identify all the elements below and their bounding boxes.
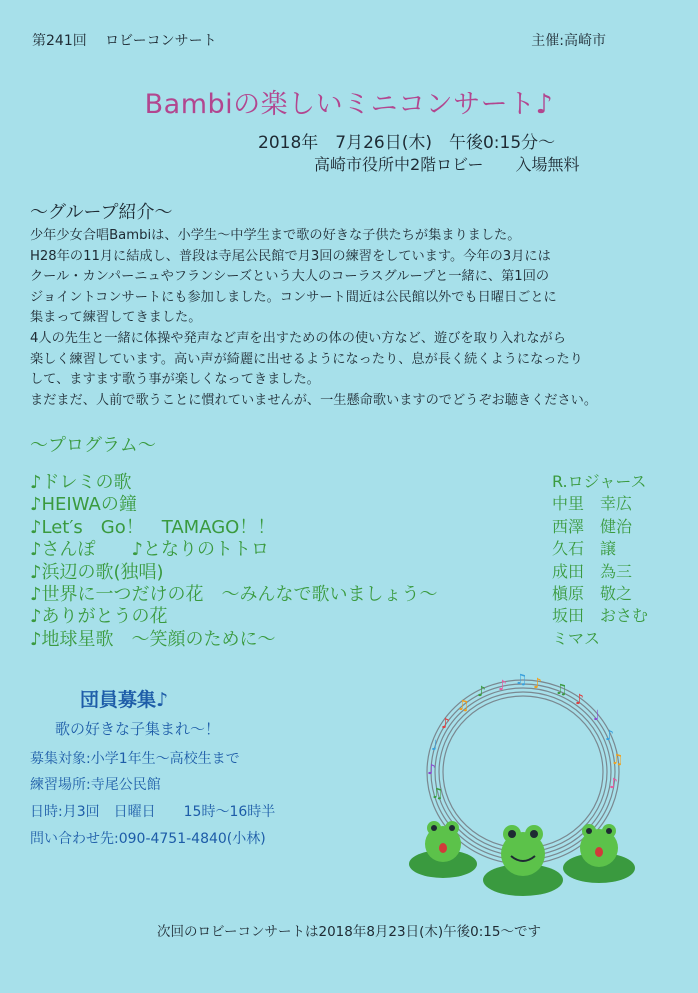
- intro-line: H28年の11月に結成し、普段は寺尾公民館で月3回の練習をしています。今年の3月には: [30, 248, 551, 264]
- program-composer: 西澤 健治: [552, 516, 633, 536]
- recruit-schedule: 日時:月3回 日曜日 15時～16時半: [30, 804, 276, 820]
- intro-line: 4人の先生と一緒に体操や発声など声を出すための体の使い方など、遊びを取り入れながら: [30, 330, 566, 346]
- intro-line: して、ますます歌う事が楽しくなってきました。: [30, 372, 320, 388]
- music-note-icon: ♪: [427, 762, 436, 778]
- program-song-title: ♪さんぽ ♪となりのトトロ: [30, 539, 269, 561]
- frog-icon: [580, 824, 618, 867]
- music-note-icon: ♪: [477, 684, 486, 700]
- frog-icon: [501, 825, 545, 876]
- frog-icon: [425, 821, 461, 862]
- program-item: [30, 490, 670, 516]
- program-song-title: ♪世界に一つだけの花 ～みんなで歌いましょう～: [30, 583, 438, 605]
- intro-line: 集まって練習してきました。: [30, 310, 202, 326]
- intro-line: クール・カンパーニュやフランシーズという大人のコーラスグループと一緒に、第1回の: [30, 269, 550, 285]
- music-note-icon: ♫: [457, 698, 470, 714]
- music-note-icon: ♪: [605, 728, 614, 744]
- group-intro-heading: ～グループ紹介～: [30, 202, 173, 223]
- program-item: [30, 580, 670, 605]
- program-song-title: ♪ありがとうの花: [30, 606, 168, 628]
- program-composer: 中里 幸広: [552, 494, 633, 514]
- music-note-icon: ♩: [593, 708, 600, 724]
- program-song-title: ♪ドレミの歌: [30, 472, 132, 493]
- program-composer: 成田 為三: [552, 561, 633, 581]
- program-composer: 槇原 敬之: [552, 583, 633, 603]
- music-note-icon: ♪: [533, 676, 542, 692]
- music-note-icon: ♫: [431, 786, 444, 802]
- program-item: [30, 468, 670, 493]
- program-composer: ミマス: [552, 628, 601, 648]
- intro-line: まだまだ、人前で歌うことに慣れていませんが、一生懸命歌いますのでどうぞお聴きください。: [30, 392, 598, 408]
- group-intro-body: [30, 226, 680, 411]
- program-item: [30, 535, 670, 561]
- recruit-place: 練習場所:寺尾公民館: [30, 777, 161, 793]
- recruit-subheading: 歌の好きな子集まれ～！: [55, 720, 221, 738]
- music-note-icon: ♪: [441, 716, 450, 732]
- music-note-icon: ♩: [431, 738, 438, 754]
- music-note-icon: ♫: [515, 672, 528, 688]
- program-heading: ～プログラム～: [30, 435, 156, 456]
- intro-line: ジョイントコンサートにも参加しました。コンサート間近は公民館以外でも日曜日ごとに: [30, 289, 557, 305]
- music-note-icon: ♪: [498, 678, 507, 694]
- frogs-music-illustration: [403, 668, 651, 902]
- program-song-title: ♪HEIWAの鐘: [30, 494, 137, 516]
- date-line: 2018年 7月26日(木) 午後0:15分～: [258, 133, 556, 153]
- music-note-icon: ♪: [609, 776, 618, 792]
- recruit-heading: 団員募集♪: [80, 689, 169, 711]
- program-composer: R.ロジャース: [552, 472, 647, 491]
- program-list: [30, 468, 670, 650]
- program-composer: 坂田 おさむ: [552, 606, 649, 626]
- intro-line: 楽しく練習しています。高い声が綺麗に出せるようになったり、息が長く続くようになったり: [30, 351, 583, 367]
- program-song-title: ♪地球星歌 ～笑顔のために～: [30, 628, 276, 650]
- program-item: [30, 602, 670, 628]
- footer-next-concert: 次回のロビーコンサートは2018年8月23日(木)午後0:15～です: [157, 924, 541, 940]
- program-item: [30, 513, 670, 538]
- program-item: [30, 625, 670, 650]
- organizer: 主催:高崎市: [531, 33, 606, 49]
- recruit-target: 募集対象:小学1年生～高校生まで: [30, 751, 240, 767]
- venue-line: 高崎市役所中2階ロビー 入場無料: [314, 155, 580, 174]
- music-note-icon: ♪: [575, 692, 584, 708]
- program-composer: 久石 譲: [552, 539, 617, 559]
- event-number: 第241回 ロビーコンサート: [32, 33, 217, 49]
- program-song-title: ♪Let′s Go！ TAMAGO！！: [30, 516, 276, 538]
- program-song-title: ♪浜辺の歌(独唱): [30, 561, 164, 583]
- intro-line: 少年少女合唱Bambiは、小学生～中学生まで歌の好きな子供たちが集まりました。: [30, 228, 521, 243]
- program-item: [30, 558, 670, 583]
- page-title: Bambiの楽しいミニコンサート♪: [144, 89, 554, 120]
- music-note-icon: ♫: [555, 682, 568, 698]
- recruit-contact: 問い合わせ先:090-4751-4840(小林): [30, 831, 266, 847]
- music-note-icon: ♫: [611, 752, 624, 768]
